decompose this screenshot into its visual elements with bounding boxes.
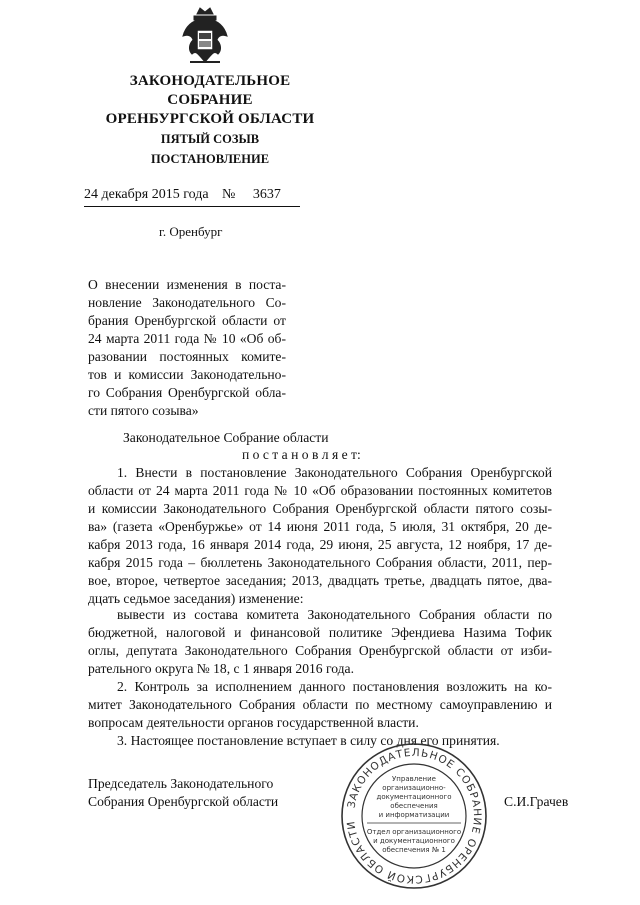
document-type: ПОСТАНОВЛЕНИЕ xyxy=(150,152,270,166)
subject-line: новление Законодательного Со- xyxy=(88,295,286,310)
convocation: ПЯТЫЙ СОЗЫВ xyxy=(160,132,260,146)
body-line: 3. Настоящее постановление вступает в силу со дня его принятия. xyxy=(117,733,500,748)
document-number: 3637 xyxy=(252,187,281,202)
body-line: вопросам деятельности органов государственной власти. xyxy=(88,715,419,730)
city: г. Оренбург xyxy=(159,224,223,239)
signatory-name: С.И.Грачев xyxy=(504,794,569,809)
subject-line: брания Оренбургской области от xyxy=(88,313,286,328)
body-line: области от 24 марта 2011 года № 10 «Об образовании постоянных комитетов xyxy=(88,483,552,498)
stamp-icon xyxy=(339,741,489,891)
stamp-text: организационно- xyxy=(382,784,446,792)
subject-line: сти пятого созыва» xyxy=(88,403,199,418)
stamp-text: Отдел организационного xyxy=(366,828,462,836)
subject-line: О внесении изменения в поста- xyxy=(88,277,286,292)
subject-line: разовании постоянных комите- xyxy=(88,349,286,364)
org-name-line-2: СОБРАНИЕ xyxy=(167,92,253,108)
body-line: 2. Контроль за исполнением данного постановления возложить на ко- xyxy=(117,679,552,694)
stamp-text: и информатизации xyxy=(378,811,450,819)
body-line: вое, второе, четвертое заседания; 2013, двадцать третье, двадцать пятое, два- xyxy=(88,573,552,588)
body-line: дцать седьмое заседания) изменение: xyxy=(88,591,304,606)
preamble-line-1: Законодательное Собрание области xyxy=(123,430,329,445)
document-date-number xyxy=(84,187,281,203)
stamp-text: Управление xyxy=(392,775,436,783)
signatory-title-line-1: Председатель Законодательного xyxy=(88,776,274,791)
org-name-line-3: ОРЕНБУРГСКОЙ ОБЛАСТИ xyxy=(105,111,315,127)
body-line: кабря 2015 года – бюллетень Законодательного Собрания области, 2011, пер- xyxy=(88,555,552,570)
body-line: и комиссии Законодательного Собрания Оренбургской области пятого созы- xyxy=(88,501,552,516)
org-name-line-1: ЗАКОНОДАТЕЛЬНОЕ xyxy=(129,73,291,89)
stamp-text: обеспечения xyxy=(390,802,438,810)
date-underline xyxy=(84,206,300,207)
body-line: бюджетной, налоговой и финансовой политике Эфендиева Назима Тофик xyxy=(88,625,552,640)
official-stamp xyxy=(339,741,489,891)
stamp-text: и документационного xyxy=(373,837,455,845)
body-line: митет Законодательного Собрания области по местному самоуправлению и xyxy=(88,697,552,712)
preamble-line-2: п о с т а н о в л я е т: xyxy=(242,447,361,462)
body-line: оглы, депутата Законодательного Собрания Оренбургской области от изби- xyxy=(88,643,552,658)
stamp-text: документационного xyxy=(376,793,452,801)
body-line: кабря 2013 года, 16 января 2014 года, 29 июня, 25 августа, 12 ноября, 17 де- xyxy=(88,537,552,552)
stamp-ring-text: ЗАКОНОДАТЕЛЬНОЕ СОБРАНИЕ ОРЕНБУРГСКОЙ ОБЛАСТИ xyxy=(345,746,484,886)
body-line: 1. Внести в постановление Законодательного Собрания Оренбургской xyxy=(117,465,552,480)
body-line: вывести из состава комитета Законодательного Собрания области по xyxy=(117,607,552,622)
subject-line: тов и комиссии Законодательно- xyxy=(88,367,286,382)
number-sign: № xyxy=(222,187,236,202)
subject-line: 24 марта 2011 года № 10 «Об об- xyxy=(88,331,286,346)
signatory-title-line-2: Собрания Оренбургской области xyxy=(88,794,279,809)
body-line: ва» (газета «Оренбуржье» от 14 июня 2011 года, 5 июля, 31 октября, 20 де- xyxy=(88,519,552,534)
subject-line: го Собрания Оренбургской обла- xyxy=(88,385,286,400)
body-line: рательного округа № 18, с 1 января 2016 года. xyxy=(88,661,354,676)
coat-of-arms-icon xyxy=(180,6,230,68)
document-date: 24 декабря 2015 года xyxy=(84,187,209,202)
stamp-text: обеспечения № 1 xyxy=(382,846,446,854)
